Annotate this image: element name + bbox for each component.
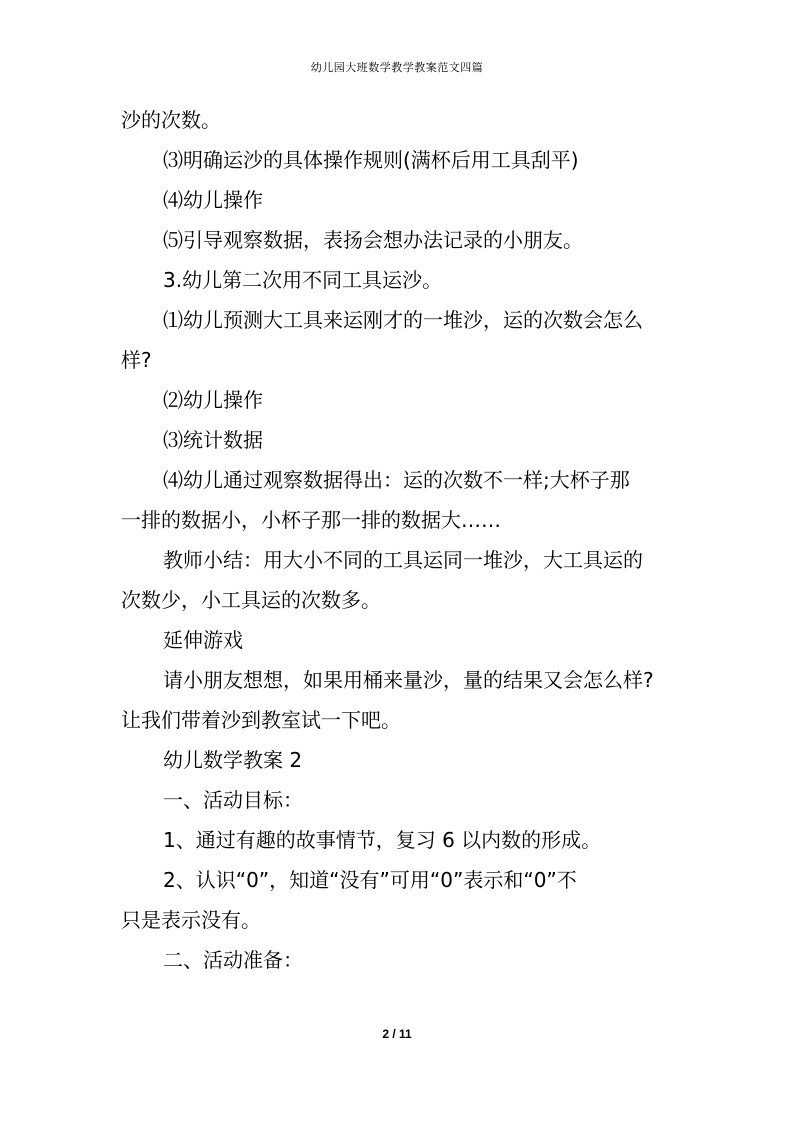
- text-line: ⑷幼儿操作: [163, 188, 263, 212]
- section-heading: 一、活动目标：: [163, 788, 303, 812]
- text-line: ⑷幼儿通过观察数据得出：运的次数不一样;大杯子那: [163, 468, 630, 492]
- text-line: 3.幼儿第二次用不同工具运沙。: [163, 268, 443, 292]
- text-line: 沙的次数。: [121, 108, 221, 132]
- section-heading: 延伸游戏: [163, 628, 243, 652]
- text-line: 次数少，小工具运的次数多。: [121, 588, 381, 612]
- document-body: [121, 104, 677, 977]
- section-heading: 二、活动准备：: [163, 948, 303, 972]
- page-header: 幼儿园大班数学教学教案范文四篇: [310, 61, 484, 74]
- text-line: 让我们带着沙到教室试一下吧。: [121, 708, 401, 732]
- text-line: 请小朋友想想，如果用桶来量沙，量的结果又会怎么样?: [163, 668, 654, 692]
- text-line: 样?: [121, 348, 152, 372]
- text-line: ⑸引导观察数据，表扬会想办法记录的小朋友。: [163, 228, 583, 252]
- text-line: 2、认识“0”，知道“没有”可用“0”表示和“0”不: [163, 868, 577, 892]
- text-line: 1、通过有趣的故事情节，复习 6 以内数的形成。: [163, 828, 602, 852]
- text-line: ⑶统计数据: [163, 428, 263, 452]
- text-line: 教师小结：用大小不同的工具运同一堆沙，大工具运的: [163, 548, 643, 572]
- text-line: ⑶明确运沙的具体操作规则(满杯后用工具刮平): [163, 148, 579, 172]
- page-number: 2 / 11: [382, 1027, 412, 1041]
- text-line: ⑴幼儿预测大工具来运刚才的一堆沙，运的次数会怎么: [163, 308, 643, 332]
- text-line: 一排的数据小，小杯子那一排的数据大……: [121, 508, 501, 532]
- section-heading: 幼儿数学教案 2: [163, 748, 303, 772]
- text-line: 只是表示没有。: [121, 908, 261, 932]
- text-line: ⑵幼儿操作: [163, 388, 263, 412]
